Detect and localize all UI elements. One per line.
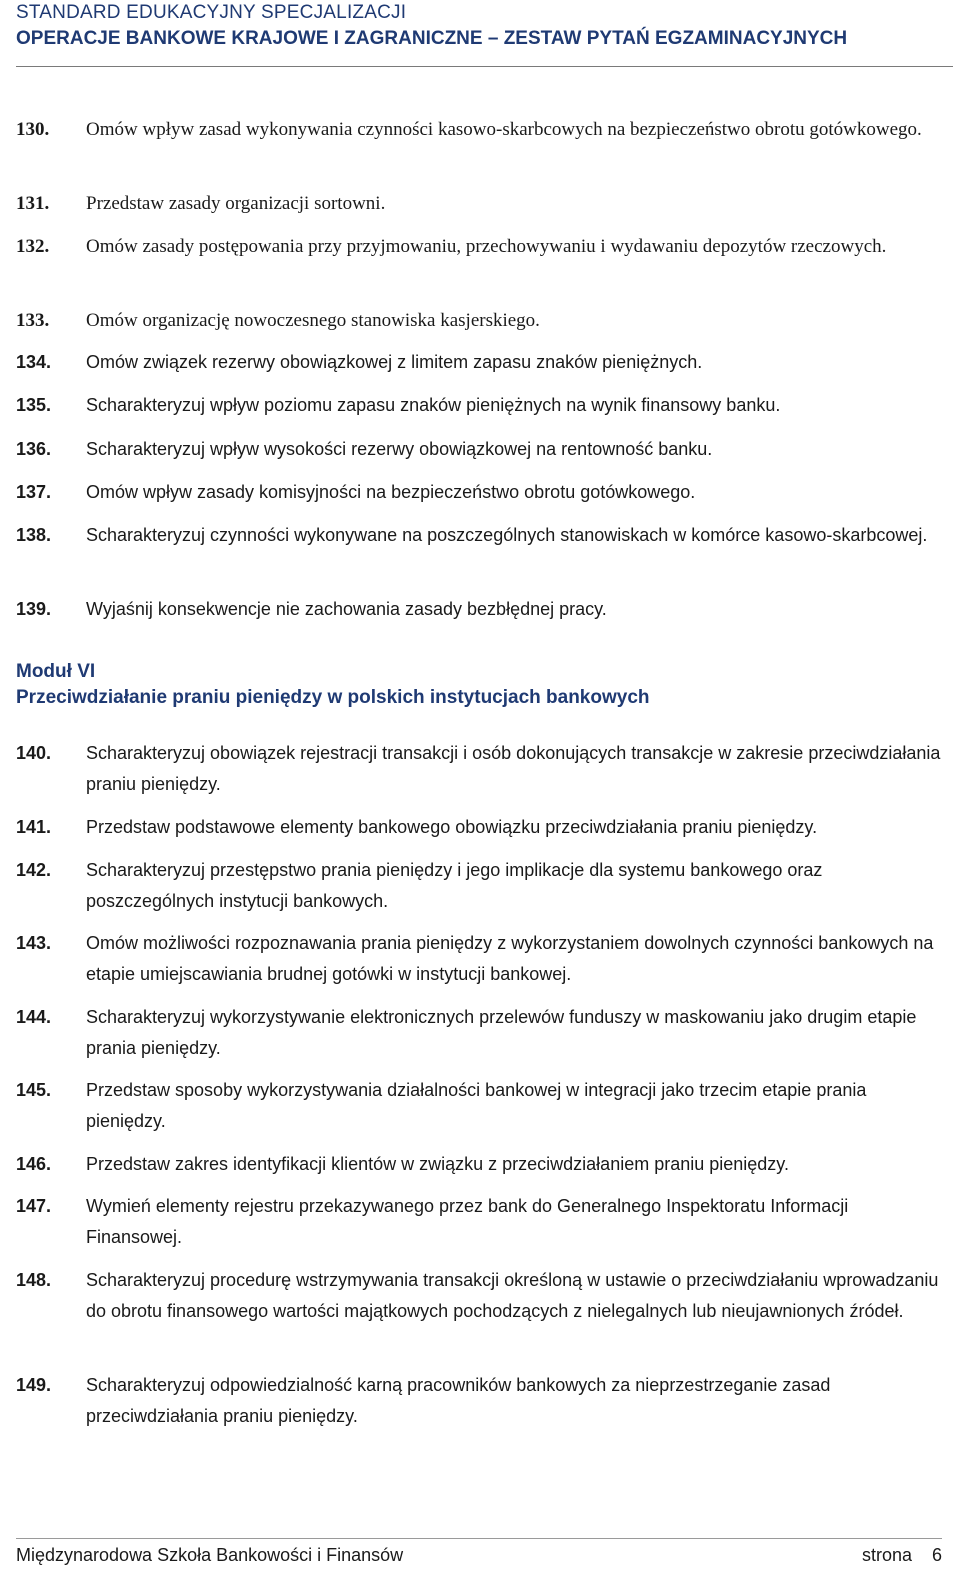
question-number: 130.: [16, 119, 50, 140]
question-number: 148.: [16, 1270, 52, 1290]
question-text: Przedstaw podstawowe elementy bankowego obowiązku przeciwdziałania praniu pieniędzy.: [86, 817, 818, 837]
question-item: [16, 1191, 946, 1253]
question-item: [16, 1265, 946, 1327]
question-item: [16, 434, 946, 465]
question-item: [16, 1002, 946, 1064]
question-text: Wyjaśnij konsekwencje nie zachowania zasady bezbłędnej pracy.: [86, 599, 607, 619]
header-exam-title: OPERACJE BANKOWE KRAJOWE I ZAGRANICZNE – ZESTAW PYTAŃ EGZAMINACYJNYCH: [16, 28, 848, 49]
question-number: 141.: [16, 817, 52, 837]
question-text: Omów możliwości rozpoznawania prania pieniędzy z wykorzystaniem dowolnych czynności bankowych na etapie umiejscawiania brudnej gotówki w instytucji bankowej.: [86, 933, 934, 984]
question-number: 140.: [16, 743, 52, 763]
question-text: Omów wpływ zasady komisyjności na bezpieczeństwo obrotu gotówkowego.: [86, 482, 696, 502]
question-item: [16, 738, 946, 800]
question-text: Scharakteryzuj wykorzystywanie elektronicznych przelewów funduszy w maskowaniu jako drugim etapie prania pieniędzy.: [86, 1007, 917, 1058]
question-item: [16, 520, 946, 551]
footer-school-name: Międzynarodowa Szkoła Bankowości i Finansów: [16, 1545, 404, 1565]
question-text: Przedstaw zasady organizacji sortowni.: [86, 193, 386, 214]
question-number: 131.: [16, 193, 50, 214]
question-item: [16, 928, 946, 990]
question-text: Omów zasady postępowania przy przyjmowaniu, przechowywaniu i wydawaniu depozytów rzeczowych.: [86, 236, 887, 257]
page-header: [16, 0, 952, 52]
question-item: [16, 855, 946, 917]
question-text: Przedstaw zakres identyfikacji klientów w związku z przeciwdziałaniem praniu pieniędzy.: [86, 1154, 789, 1174]
question-item: [16, 390, 946, 421]
question-number: 147.: [16, 1196, 52, 1216]
question-number: 145.: [16, 1080, 52, 1100]
question-item: [16, 114, 946, 145]
question-number: 136.: [16, 439, 52, 459]
question-item: [16, 477, 946, 508]
footer-page-number: 6: [931, 1545, 942, 1565]
question-text: Scharakteryzuj wpływ wysokości rezerwy obowiązkowej na rentowność banku.: [86, 439, 713, 459]
footer-page-label: strona: [861, 1545, 912, 1565]
header-standard-title: STANDARD EDUKACYJNY SPECJALIZACJI: [16, 2, 407, 23]
question-text: Scharakteryzuj odpowiedzialność karną pracowników bankowych za nieprzestrzeganie zasad przeciwdziałania praniu pieniędzy.: [86, 1375, 831, 1426]
question-text: Scharakteryzuj wpływ poziomu zapasu znaków pieniężnych na wynik finansowy banku.: [86, 395, 781, 415]
footer-divider: [16, 1538, 942, 1539]
question-text: Omów związek rezerwy obowiązkowej z limitem zapasu znaków pieniężnych.: [86, 352, 703, 372]
question-item: [16, 305, 946, 336]
question-number: 143.: [16, 933, 52, 953]
question-number: 149.: [16, 1375, 52, 1395]
question-text: Przedstaw sposoby wykorzystywania działalności bankowej w integracji jako trzecim etapie prania pieniędzy.: [86, 1080, 867, 1131]
question-number: 139.: [16, 599, 52, 619]
question-text: Scharakteryzuj obowiązek rejestracji transakcji i osób dokonujących transakcje w zakresie przeciwdziałania praniu pieniędzy.: [86, 743, 941, 794]
question-text: Omów organizację nowoczesnego stanowiska kasjerskiego.: [86, 310, 540, 331]
question-number: 144.: [16, 1007, 52, 1027]
header-divider: [16, 66, 953, 67]
question-item: [16, 812, 946, 843]
module-subtitle: Przeciwdziałanie praniu pieniędzy w polskich instytucjach bankowych: [16, 687, 650, 708]
question-text: Wymień elementy rejestru przekazywanego przez bank do Generalnego Inspektoratu Informacji Finansowej.: [86, 1196, 849, 1247]
question-number: 132.: [16, 236, 50, 257]
question-number: 137.: [16, 482, 52, 502]
question-text: Scharakteryzuj przestępstwo prania pieniędzy i jego implikacje dla systemu bankowego oraz poszczególnych instytucji bankowych.: [86, 860, 823, 911]
question-item: [16, 594, 946, 625]
question-number: 134.: [16, 352, 52, 372]
question-text: Omów wpływ zasad wykonywania czynności kasowo-skarbcowych na bezpieczeństwo obrotu gotówkowego.: [86, 119, 922, 140]
question-number: 133.: [16, 310, 50, 331]
page-footer: [16, 1542, 942, 1568]
question-number: 142.: [16, 860, 52, 880]
question-text: Scharakteryzuj procedurę wstrzymywania transakcji określoną w ustawie o przeciwdziałaniu wprowadzaniu do obrotu finansowego wartości majątkowych pochodzących z nielegalnych lub nieujawnionych źródeł.: [86, 1270, 939, 1321]
question-number: 138.: [16, 525, 52, 545]
module-title: Moduł VI: [16, 661, 96, 682]
question-item: [16, 1370, 946, 1432]
question-item: [16, 347, 946, 378]
question-item: [16, 188, 946, 219]
question-number: 146.: [16, 1154, 52, 1174]
footer-page-indicator: [842, 1542, 942, 1568]
question-number: 135.: [16, 395, 52, 415]
question-text: Scharakteryzuj czynności wykonywane na poszczególnych stanowiskach w komórce kasowo-skarbcowej.: [86, 525, 928, 545]
question-item: [16, 1149, 946, 1180]
question-item: [16, 231, 946, 262]
question-item: [16, 1075, 946, 1137]
